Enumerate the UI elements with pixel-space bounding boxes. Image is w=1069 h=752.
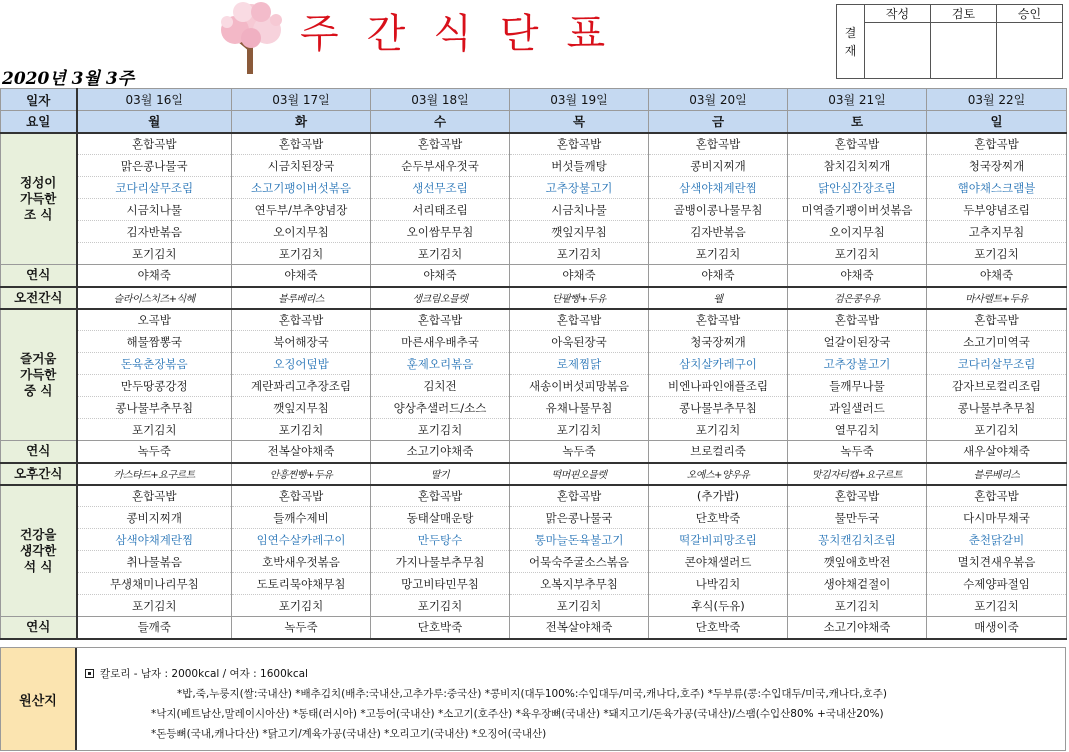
menu-item: 콩비지찌개 <box>649 155 788 177</box>
approval-col-write: 작성 <box>865 5 931 23</box>
meal-label-line: 생각한 <box>20 542 57 558</box>
menu-item: 돈육춘장볶음 <box>77 353 232 375</box>
menu-item: 김자반볶음 <box>649 221 788 243</box>
date-cell: 03월 18일 <box>371 89 510 111</box>
porridge-item: 녹두죽 <box>232 617 371 639</box>
snack-label: 오전간식 <box>1 287 77 309</box>
menu-item: 버섯들깨탕 <box>510 155 649 177</box>
menu-item: 청국장찌개 <box>649 331 788 353</box>
calorie-text: 칼로리 - 남자 : 2000kcal / 여자 : 1600kcal <box>100 668 308 680</box>
menu-item: 골뱅이콩나물무침 <box>649 199 788 221</box>
menu-item: 시금치나물 <box>77 199 232 221</box>
menu-item: 포기김치 <box>510 243 649 265</box>
porridge-item: 매생이죽 <box>927 617 1067 639</box>
menu-item: 북어해장국 <box>232 331 371 353</box>
menu-item: 혼합곡밥 <box>927 485 1067 507</box>
menu-row <box>1 199 1067 221</box>
weekly-menu-table <box>0 88 1067 640</box>
menu-item: 시금치나물 <box>510 199 649 221</box>
menu-item: 생선무조림 <box>371 177 510 199</box>
menu-item: 해물짬뽕국 <box>77 331 232 353</box>
menu-item: 임연수살카레구이 <box>232 529 371 551</box>
menu-item: 만두탕수 <box>371 529 510 551</box>
origin-notes <box>81 664 1061 744</box>
origin-line: *돈등뼈(국내,캐나다산) *닭고기/계육가공(국내산) *오리고기(국내산) *오징어(국내산) <box>151 728 547 740</box>
porridge-item: 소고기야채죽 <box>788 617 927 639</box>
menu-item: 혼합곡밥 <box>788 485 927 507</box>
menu-item: 혼합곡밥 <box>232 309 371 331</box>
calorie-note <box>81 664 1061 684</box>
menu-item: 코다리살무조림 <box>927 353 1067 375</box>
menu-item: 콘야채샐러드 <box>649 551 788 573</box>
menu-item: 오복지부추무침 <box>510 573 649 595</box>
menu-row <box>1 331 1067 353</box>
origin-label: 원산지 <box>1 648 77 750</box>
menu-item: 오이지무침 <box>232 221 371 243</box>
porridge-label: 연식 <box>1 265 77 287</box>
menu-item: 통마늘돈육불고기 <box>510 529 649 551</box>
snack-item: 떡머핀오믈렛 <box>510 463 649 485</box>
porridge-item: 야채죽 <box>649 265 788 287</box>
snack-item: 딸기 <box>371 463 510 485</box>
porridge-item: 새우살야채죽 <box>927 441 1067 463</box>
day-cell: 월 <box>77 111 232 133</box>
menu-item: 유채나물무침 <box>510 397 649 419</box>
menu-item: 연두부/부추양념장 <box>232 199 371 221</box>
menu-item: 꽁치캔김치조림 <box>788 529 927 551</box>
menu-item: 오이쌈무무침 <box>371 221 510 243</box>
menu-item: 물만두국 <box>788 507 927 529</box>
menu-item: 망고비타민무침 <box>371 573 510 595</box>
menu-item: 김치전 <box>371 375 510 397</box>
menu-item: 포기김치 <box>77 243 232 265</box>
menu-item: 무생채미나리무침 <box>77 573 232 595</box>
menu-item: 닭안심간장조림 <box>788 177 927 199</box>
menu-row <box>1 177 1067 199</box>
snack-item: 블루베리스 <box>927 463 1067 485</box>
porridge-item: 들깨죽 <box>77 617 232 639</box>
porridge-item: 단호박죽 <box>649 617 788 639</box>
menu-item: 시금치된장국 <box>232 155 371 177</box>
menu-item: 맑은콩나물국 <box>77 155 232 177</box>
meal-label-line: 석 식 <box>23 558 53 574</box>
menu-item: 소고기팽이버섯볶음 <box>232 177 371 199</box>
menu-item: 맑은콩나물국 <box>510 507 649 529</box>
date-cell: 03월 22일 <box>927 89 1067 111</box>
menu-item: 깻잎지무침 <box>510 221 649 243</box>
menu-row <box>1 485 1067 507</box>
week-label: 2020년 3월 3주 <box>2 69 135 89</box>
menu-item: 혼합곡밥 <box>649 309 788 331</box>
menu-item: 포기김치 <box>232 419 371 441</box>
menu-item: 나박김치 <box>649 573 788 595</box>
menu-item: 참치김치찌개 <box>788 155 927 177</box>
origin-line: *밥,죽,누룽지(쌀:국내산) *배추김치(배추:국내산,고추가루:중국산) *콩비지(대두100%:수입대두/미국,캐나다,호주) *두부류(콩:수입대두/미국,캐나다,호주) <box>177 688 887 700</box>
day-cell: 목 <box>510 111 649 133</box>
origin-section <box>0 647 1066 751</box>
snack-label: 오후간식 <box>1 463 77 485</box>
menu-item: 삼색야채계란찜 <box>77 529 232 551</box>
menu-item: 후식(두유) <box>649 595 788 617</box>
menu-item: 삼색야채계란찜 <box>649 177 788 199</box>
menu-item: 고추장불고기 <box>788 353 927 375</box>
menu-item: 혼합곡밥 <box>510 485 649 507</box>
menu-item: 포기김치 <box>510 595 649 617</box>
porridge-item: 야채죽 <box>232 265 371 287</box>
menu-item: 포기김치 <box>232 243 371 265</box>
menu-item: 청국장찌개 <box>927 155 1067 177</box>
approval-col-review: 검토 <box>931 5 997 23</box>
day-header: 요일 <box>1 111 77 133</box>
menu-item: 깻잎애호박전 <box>788 551 927 573</box>
menu-item: 오곡밥 <box>77 309 232 331</box>
menu-item: 포기김치 <box>927 243 1067 265</box>
menu-row <box>1 375 1067 397</box>
menu-item: 혼합곡밥 <box>77 133 232 155</box>
snack-item: 카스타드+요구르트 <box>77 463 232 485</box>
menu-item: 콩나물부추무침 <box>927 397 1067 419</box>
menu-item: 서리태조림 <box>371 199 510 221</box>
menu-row <box>1 133 1067 155</box>
menu-item: 코다리살무조림 <box>77 177 232 199</box>
menu-item: 떡갈비피망조림 <box>649 529 788 551</box>
menu-row <box>1 419 1067 441</box>
menu-item: 삼치살카레구이 <box>649 353 788 375</box>
menu-item: 생야채겉절이 <box>788 573 927 595</box>
menu-item: 햄야채스크램블 <box>927 177 1067 199</box>
porridge-item: 야채죽 <box>371 265 510 287</box>
porridge-item: 녹두죽 <box>77 441 232 463</box>
menu-item: 계란꽈리고추장조림 <box>232 375 371 397</box>
meal-label-line: 정성이 <box>20 174 57 190</box>
menu-item: 훈제오리볶음 <box>371 353 510 375</box>
meal-label-line: 중 식 <box>23 382 53 398</box>
menu-item: 소고기미역국 <box>927 331 1067 353</box>
menu-item: 혼합곡밥 <box>232 133 371 155</box>
menu-item: 오징어덮밥 <box>232 353 371 375</box>
menu-item: 가지나물부추무침 <box>371 551 510 573</box>
porridge-item: 녹두죽 <box>788 441 927 463</box>
porridge-item: 소고기야채죽 <box>371 441 510 463</box>
snack-item: 오예스+양우유 <box>649 463 788 485</box>
menu-item: 혼합곡밥 <box>510 309 649 331</box>
snack-item: 블루베리스 <box>232 287 371 309</box>
menu-row <box>1 551 1067 573</box>
menu-item: 춘천닭갈비 <box>927 529 1067 551</box>
checkbox-square-icon <box>85 669 94 678</box>
menu-item: 깻잎지무침 <box>232 397 371 419</box>
menu-row <box>1 353 1067 375</box>
snack-item: 슬라이스치즈+식혜 <box>77 287 232 309</box>
meal-label <box>1 485 77 617</box>
menu-item: 김자반볶음 <box>77 221 232 243</box>
menu-item: 포기김치 <box>77 595 232 617</box>
meal-label <box>1 309 77 441</box>
menu-item: 아욱된장국 <box>510 331 649 353</box>
meal-label-line: 조 식 <box>23 206 53 222</box>
day-cell: 수 <box>371 111 510 133</box>
porridge-label: 연식 <box>1 441 77 463</box>
date-header: 일자 <box>1 89 77 111</box>
menu-item: 혼합곡밥 <box>927 133 1067 155</box>
menu-item: 어묵숙주굴소스볶음 <box>510 551 649 573</box>
meal-label-line: 가득한 <box>20 190 57 206</box>
menu-item: 고추지무침 <box>927 221 1067 243</box>
menu-item: 혼합곡밥 <box>788 309 927 331</box>
menu-row <box>1 243 1067 265</box>
menu-item: (추가밥) <box>649 485 788 507</box>
day-cell: 화 <box>232 111 371 133</box>
menu-item: 콩비지찌개 <box>77 507 232 529</box>
porridge-item: 전복살야채죽 <box>510 617 649 639</box>
menu-row <box>1 573 1067 595</box>
porridge-item: 야채죽 <box>788 265 927 287</box>
meal-label-line: 건강을 <box>20 526 57 542</box>
menu-item: 콩나물부추무침 <box>649 397 788 419</box>
day-cell: 금 <box>649 111 788 133</box>
menu-item: 열무김치 <box>788 419 927 441</box>
meal-label <box>1 133 77 265</box>
menu-row <box>1 507 1067 529</box>
menu-item: 포기김치 <box>649 243 788 265</box>
menu-item: 포기김치 <box>371 419 510 441</box>
menu-item: 오이지무침 <box>788 221 927 243</box>
snack-item: 생크림오믈렛 <box>371 287 510 309</box>
menu-item: 수제양파절임 <box>927 573 1067 595</box>
date-cell: 03월 20일 <box>649 89 788 111</box>
porridge-item: 브로컬리죽 <box>649 441 788 463</box>
approval-sign-review[interactable] <box>931 23 997 79</box>
date-cell: 03월 16일 <box>77 89 232 111</box>
menu-item: 혼합곡밥 <box>649 133 788 155</box>
approval-sign-approve[interactable] <box>997 23 1063 79</box>
menu-row <box>1 595 1067 617</box>
menu-item: 호박새우젓볶음 <box>232 551 371 573</box>
menu-item: 새송이버섯피망볶음 <box>510 375 649 397</box>
porridge-item: 야채죽 <box>510 265 649 287</box>
menu-item: 감자브로컬리조림 <box>927 375 1067 397</box>
menu-item: 콩나물부추무침 <box>77 397 232 419</box>
snack-item: 안흥찐빵+두유 <box>232 463 371 485</box>
menu-item: 포기김치 <box>232 595 371 617</box>
approval-box <box>836 4 1063 79</box>
menu-item: 취나물볶음 <box>77 551 232 573</box>
date-cell: 03월 21일 <box>788 89 927 111</box>
menu-item: 포기김치 <box>927 419 1067 441</box>
menu-item: 비엔나파인애플조림 <box>649 375 788 397</box>
cherry-blossom-tree-icon <box>213 0 289 76</box>
porridge-item: 야채죽 <box>77 265 232 287</box>
snack-item: 단팥빵+두유 <box>510 287 649 309</box>
menu-item: 도토리묵야채무침 <box>232 573 371 595</box>
menu-item: 혼합곡밥 <box>371 309 510 331</box>
meal-label-line: 가득한 <box>20 366 57 382</box>
menu-item: 과일샐러드 <box>788 397 927 419</box>
menu-row <box>1 397 1067 419</box>
menu-item: 동태살매운탕 <box>371 507 510 529</box>
porridge-label: 연식 <box>1 617 77 639</box>
approval-side-label: 결 재 <box>837 5 865 79</box>
snack-item: 검은콩우유 <box>788 287 927 309</box>
menu-row <box>1 309 1067 331</box>
snack-item: 맛김자티캡+요구르트 <box>788 463 927 485</box>
porridge-item: 전복살야채죽 <box>232 441 371 463</box>
menu-item: 다시마무채국 <box>927 507 1067 529</box>
approval-sign-write[interactable] <box>865 23 931 79</box>
header-area <box>0 0 1069 88</box>
menu-item: 포기김치 <box>371 243 510 265</box>
meal-label-line: 즐거움 <box>20 350 57 366</box>
menu-item: 들깨수제비 <box>232 507 371 529</box>
menu-item: 만두땅콩강정 <box>77 375 232 397</box>
menu-item: 양상추샐러드/소스 <box>371 397 510 419</box>
menu-item: 혼합곡밥 <box>371 133 510 155</box>
menu-item: 얼갈이된장국 <box>788 331 927 353</box>
snack-item: 마사렐트+두유 <box>927 287 1067 309</box>
porridge-item: 야채죽 <box>927 265 1067 287</box>
menu-item: 포기김치 <box>788 243 927 265</box>
menu-item: 혼합곡밥 <box>927 309 1067 331</box>
menu-item: 미역줄기팽이버섯볶음 <box>788 199 927 221</box>
page-title: 주간식단표 <box>300 11 634 57</box>
menu-item: 포기김치 <box>77 419 232 441</box>
day-cell: 토 <box>788 111 927 133</box>
menu-item: 혼합곡밥 <box>232 485 371 507</box>
menu-item: 포기김치 <box>788 595 927 617</box>
menu-item: 혼합곡밥 <box>371 485 510 507</box>
porridge-item: 녹두죽 <box>510 441 649 463</box>
day-cell: 일 <box>927 111 1067 133</box>
origin-line: *낙지(베트남산,말레이시아산) *동태(러시아) *고등어(국내산) *소고기(호주산) *육우장뼈(국내산) *돼지고기/돈육가공(국내산)/스팸(수입산80% +국내산20%) <box>151 708 884 720</box>
menu-item: 혼합곡밥 <box>77 485 232 507</box>
menu-item: 포기김치 <box>371 595 510 617</box>
menu-row <box>1 155 1067 177</box>
menu-item: 단호박죽 <box>649 507 788 529</box>
menu-item: 두부양념조림 <box>927 199 1067 221</box>
approval-col-approve: 승인 <box>997 5 1063 23</box>
menu-item: 포기김치 <box>510 419 649 441</box>
menu-item: 순두부새우젓국 <box>371 155 510 177</box>
date-cell: 03월 17일 <box>232 89 371 111</box>
menu-item: 혼합곡밥 <box>788 133 927 155</box>
menu-item: 마른새우배추국 <box>371 331 510 353</box>
menu-item: 포기김치 <box>927 595 1067 617</box>
menu-item: 고추장불고기 <box>510 177 649 199</box>
menu-item: 혼합곡밥 <box>510 133 649 155</box>
menu-item: 멸치견새우볶음 <box>927 551 1067 573</box>
menu-row <box>1 529 1067 551</box>
menu-item: 들깨무나물 <box>788 375 927 397</box>
snack-item: 웰 <box>649 287 788 309</box>
menu-item: 포기김치 <box>649 419 788 441</box>
menu-row <box>1 221 1067 243</box>
date-cell: 03월 19일 <box>510 89 649 111</box>
menu-item: 로제찜닭 <box>510 353 649 375</box>
porridge-item: 단호박죽 <box>371 617 510 639</box>
